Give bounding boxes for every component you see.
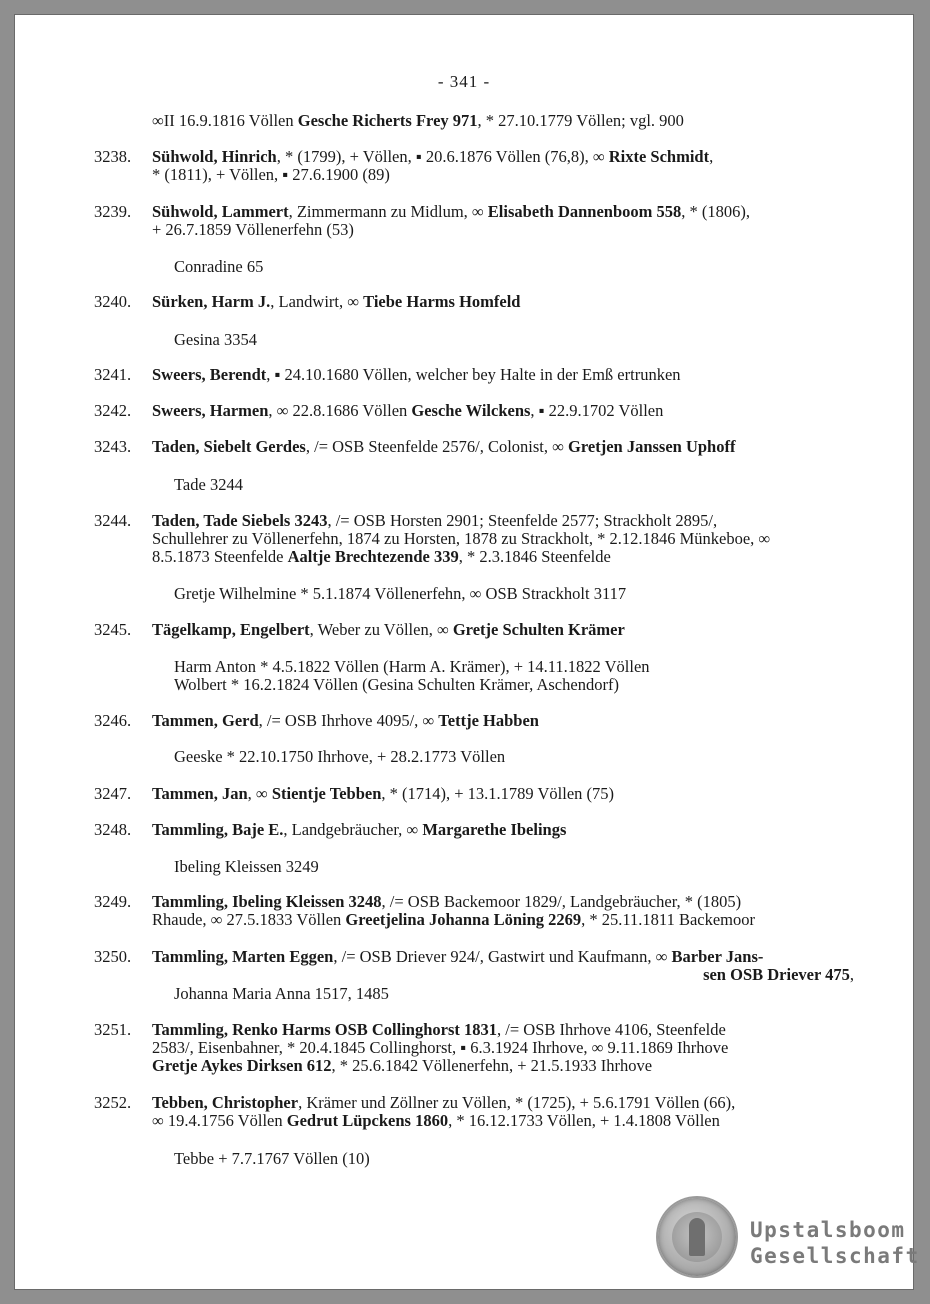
text-segment: ∞ 19.4.1756 Völlen (152, 1111, 287, 1130)
bold-name-segment: Sweers, Harmen (152, 401, 269, 420)
bold-name-segment: Gretjen Janssen Uphoff (568, 437, 736, 456)
bold-name-segment: Gesche Wilckens (411, 401, 531, 420)
continuation-line (152, 111, 684, 130)
entry-text-line (152, 292, 521, 311)
text-segment: , (709, 147, 714, 166)
entry-text-line (152, 711, 539, 730)
bold-name-segment: Rixte Schmidt (608, 147, 710, 166)
text-segment: 2583/, Eisenbahner, * 20.4.1845 Collinghorst, ▪ 6.3.1924 Ihrhove, ∞ 9.11.1869 Ihrhove (152, 1038, 729, 1057)
bold-name-segment: Tammen, Jan (152, 784, 248, 803)
entry-text-line (152, 910, 755, 929)
bold-name-segment: Gesche Richerts Frey 971 (297, 111, 478, 130)
bold-name-segment: sen OSB Driever 475 (703, 965, 850, 984)
entry-text-line (152, 1038, 728, 1057)
brand-line-2: Gesellschaft (750, 1244, 920, 1268)
bold-name-segment: Sühwold, Lammert (152, 202, 289, 221)
bold-name-segment: Taden, Siebelt Gerdes (152, 437, 306, 456)
bold-name-segment: Tägelkamp, Engelbert (152, 620, 310, 639)
text-segment: , * 2.3.1846 Steenfelde (458, 547, 611, 566)
bold-name-segment: Sürken, Harm J. (152, 292, 271, 311)
entry-text-line (152, 202, 750, 221)
bold-name-segment: Margarethe Ibelings (422, 820, 567, 839)
bold-name-segment: Tammling, Marten Eggen (152, 947, 334, 966)
text-segment: , Krämer und Zöllner zu Völlen, * (1725), + 5.6.1791 Völlen (66), (298, 1093, 736, 1112)
bold-name-segment: Greetjelina Johanna Löning 2269 (345, 910, 582, 929)
entry-text-line (152, 147, 713, 166)
child-entry: Conradine 65 (174, 257, 264, 276)
text-segment: , /= OSB Ihrhove 4106, Steenfelde (497, 1020, 726, 1039)
entry-number: 3238. (94, 147, 132, 166)
text-segment: , ▪ 24.10.1680 Völlen, welcher bey Halte in der Emß ertrunken (266, 365, 681, 384)
text-segment: ∞II 16.9.1816 Völlen (152, 111, 298, 130)
bold-name-segment: Tebben, Christopher (152, 1093, 299, 1112)
entry-number: 3240. (94, 292, 132, 311)
child-entry: Geeske * 22.10.1750 Ihrhove, + 28.2.1773 Völlen (174, 747, 506, 766)
bold-name-segment: Sühwold, Hinrich (152, 147, 277, 166)
entry-text-line (152, 1020, 726, 1039)
text-segment: Schullehrer zu Völlenerfehn, 1874 zu Horsten, 1878 zu Strackholt, * 2.12.1846 Münkeboe, ∞ (152, 529, 771, 548)
entry-text-line (152, 784, 614, 803)
bold-name-segment: Tettje Habben (438, 711, 539, 730)
entry-number: 3251. (94, 1020, 132, 1039)
text-segment: , /= OSB Driever 924/, Gastwirt und Kaufmann, ∞ (333, 947, 672, 966)
text-segment: * (1811), + Völlen, ▪ 27.6.1900 (89) (152, 165, 390, 184)
entry-number: 3245. (94, 620, 132, 639)
entry-number: 3241. (94, 365, 132, 384)
text-segment: , (849, 965, 854, 984)
text-segment: , ∞ (247, 784, 272, 803)
entry-number: 3250. (94, 947, 132, 966)
bold-name-segment: Taden, Tade Siebels 3243 (152, 511, 328, 530)
bold-name-segment: Sweers, Berendt (152, 365, 267, 384)
bold-name-segment: Stientje Tebben (271, 784, 382, 803)
text-segment: , * 16.12.1733 Völlen, + 1.4.1808 Völlen (448, 1111, 720, 1130)
entry-text-line (152, 1111, 720, 1130)
text-segment: , * (1806), (681, 202, 751, 221)
child-entry: Gretje Wilhelmine * 5.1.1874 Völlenerfehn, ∞ OSB Strackholt 3117 (174, 584, 627, 603)
text-segment: , * 25.11.1811 Backemoor (581, 910, 756, 929)
child-entry: Harm Anton * 4.5.1822 Völlen (Harm A. Krämer), + 14.11.1822 Völlen (174, 657, 650, 676)
bold-name-segment: Gretje Schulten Krämer (452, 620, 625, 639)
entry-number: 3242. (94, 401, 132, 420)
bold-name-segment: Elisabeth Dannenboom 558 (487, 202, 682, 221)
text-segment: + 26.7.1859 Völlenerfehn (53) (152, 220, 354, 239)
text-segment: , * (1799), + Völlen, ▪ 20.6.1876 Völlen (76,8), ∞ (276, 147, 609, 166)
society-seal-icon (658, 1198, 736, 1276)
text-segment: , Landwirt, ∞ (270, 292, 364, 311)
entry-number: 3252. (94, 1093, 132, 1112)
child-entry: Johanna Maria Anna 1517, 1485 (174, 984, 389, 1003)
text-segment: Rhaude, ∞ 27.5.1833 Völlen (152, 910, 346, 929)
text-segment: , Landgebräucher, ∞ (283, 820, 423, 839)
entry-number: 3243. (94, 437, 132, 456)
text-segment: , /= OSB Backemoor 1829/, Landgebräucher, * (1805) (381, 892, 742, 911)
text-segment: , Zimmermann zu Midlum, ∞ (288, 202, 488, 221)
child-entry: Ibeling Kleissen 3249 (174, 857, 319, 876)
child-entry: Wolbert * 16.2.1824 Völlen (Gesina Schulten Krämer, Aschendorf) (174, 675, 619, 694)
entry-text-line (152, 620, 625, 639)
bold-name-segment: Tammling, Renko Harms OSB Collinghorst 1831 (152, 1020, 498, 1039)
child-entry: Tade 3244 (174, 475, 243, 494)
entry-text-line (152, 892, 741, 911)
page-number: - 341 - (437, 72, 491, 91)
text-segment: , /= OSB Ihrhove 4095/, ∞ (258, 711, 439, 730)
child-entry: Tebbe + 7.7.1767 Völlen (10) (174, 1149, 370, 1168)
bold-name-segment: Gedrut Lüpckens 1860 (286, 1111, 449, 1130)
entry-text-line (703, 965, 854, 984)
entry-number: 3246. (94, 711, 132, 730)
entry-text-line (152, 1093, 735, 1112)
text-segment: , Weber zu Völlen, ∞ (309, 620, 453, 639)
entry-text-line (152, 365, 681, 384)
entry-text-line (152, 820, 566, 839)
bold-name-segment: Tammling, Ibeling Kleissen 3248 (152, 892, 382, 911)
entry-text-line (152, 1056, 652, 1075)
entry-text-line (152, 529, 770, 548)
text-segment: , /= OSB Horsten 2901; Steenfelde 2577; Strackholt 2895/, (327, 511, 718, 530)
bold-name-segment: Tammling, Baje E. (152, 820, 284, 839)
entry-text-line (152, 547, 611, 566)
entry-number: 3244. (94, 511, 132, 530)
text-segment: , ∞ 22.8.1686 Völlen (268, 401, 412, 420)
entry-text-line (152, 947, 763, 966)
bold-name-segment: Tammen, Gerd (152, 711, 259, 730)
text-segment: , /= OSB Steenfelde 2576/, Colonist, ∞ (305, 437, 569, 456)
text-segment: 8.5.1873 Steenfelde (152, 547, 288, 566)
entry-number: 3239. (94, 202, 132, 221)
entry-text-line (152, 165, 390, 184)
brand-line-1: Upstalsboom (750, 1218, 906, 1242)
entry-number: 3249. (94, 892, 132, 911)
entry-text-line (152, 220, 354, 239)
entry-text-line (152, 511, 717, 530)
bold-name-segment: Gretje Aykes Dirksen 612 (152, 1056, 332, 1075)
entry-number: 3248. (94, 820, 132, 839)
entry-text-line (152, 437, 735, 456)
child-entry: Gesina 3354 (174, 330, 257, 349)
text-segment: , * (1714), + 13.1.1789 Völlen (75) (381, 784, 615, 803)
text-segment: , * 25.6.1842 Völlenerfehn, + 21.5.1933 Ihrhove (331, 1056, 653, 1075)
entry-number: 3247. (94, 784, 132, 803)
bold-name-segment: Aaltje Brechtezende 339 (287, 547, 459, 566)
text-segment: , ▪ 22.9.1702 Völlen (530, 401, 664, 420)
bold-name-segment: Barber Jans- (671, 947, 764, 966)
document-page (14, 14, 920, 1290)
entry-text-line (152, 401, 663, 420)
text-segment: , * 27.10.1779 Völlen; vgl. 900 (477, 111, 684, 130)
bold-name-segment: Tiebe Harms Homfeld (363, 292, 521, 311)
